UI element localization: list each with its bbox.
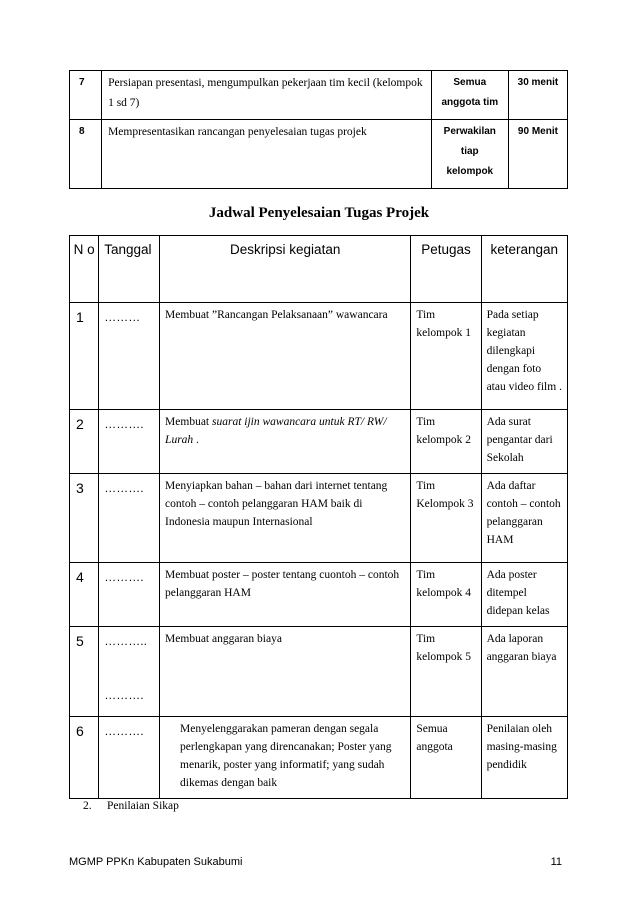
header-no: N o	[70, 236, 99, 303]
table-row	[70, 410, 568, 474]
row-number: 6	[70, 717, 99, 799]
schedule-table	[69, 235, 568, 799]
desc-prefix: Membuat	[165, 416, 212, 428]
row-description: Menyiapkan bahan – bahan dari internet tentang contoh – contoh pelanggaran HAM baik di Indonesia maupun Internasional	[160, 474, 411, 563]
activity-description: Persiapan presentasi, mengumpulkan pekerjaan tim kecil (kelompok 1 sd 7)	[102, 71, 432, 120]
row-assignee: Tim kelompok 4	[411, 563, 481, 627]
table-row	[70, 303, 568, 410]
row-remarks: Ada poster ditempel didepan kelas	[481, 563, 567, 627]
row-assignee: Semua anggota	[411, 717, 481, 799]
row-date-line: ……….	[104, 688, 144, 702]
section-heading	[83, 800, 179, 812]
activity-description: Mempresentasikan rancangan penyelesaian tugas projek	[102, 120, 432, 189]
section-number: 2.	[83, 800, 92, 812]
footer-organization: MGMP PPKn Kabupaten Sukabumi	[69, 856, 243, 868]
desc-suffix: .	[193, 434, 199, 446]
section-title: Penilaian Sikap	[107, 800, 179, 812]
row-remarks: Ada surat pengantar dari Sekolah	[481, 410, 567, 474]
row-number: 1	[70, 303, 99, 410]
row-description: Membuat poster – poster tentang cuontoh – contoh pelanggaran HAM	[160, 563, 411, 627]
row-date: ………	[99, 303, 160, 410]
row-assignee: Tim kelompok 5	[411, 627, 481, 717]
row-date: ……….	[99, 474, 160, 563]
row-assignee: Tim kelompok 2	[411, 410, 481, 474]
header-deskripsi: Deskripsi kegiatan	[160, 236, 411, 303]
row-number: 7	[70, 71, 102, 120]
row-description: Membuat ”Rancangan Pelaksanaan” wawancara	[160, 303, 411, 410]
row-number: 2	[70, 410, 99, 474]
row-description: Menyelenggarakan pameran dengan segala perlengkapan yang direncanakan; Poster yang menarik, poster yang informatif; yang sudah dikemas dengan baik	[160, 717, 411, 799]
table-header-row	[70, 236, 568, 303]
desc-italic: suarat ijin wawancara untuk RT/ RW/ Lurah	[165, 416, 387, 446]
assignee: Perwakilan tiap kelompok	[431, 120, 508, 189]
row-assignee: Tim kelompok 1	[411, 303, 481, 410]
row-remarks: Ada laporan anggaran biaya	[481, 627, 567, 717]
row-remarks: Ada daftar contoh – contoh pelanggaran HAM	[481, 474, 567, 563]
table-row	[70, 627, 568, 717]
row-date-line: ………..	[104, 634, 147, 648]
row-number: 4	[70, 563, 99, 627]
row-number: 3	[70, 474, 99, 563]
schedule-title: Jadwal Penyelesaian Tugas Projek	[208, 205, 430, 221]
row-remarks: Pada setiap kegiatan dilengkapi dengan foto atau video film .	[481, 303, 567, 410]
row-description: Membuat anggaran biaya	[160, 627, 411, 717]
row-date: ……….	[99, 717, 160, 799]
duration: 90 Menit	[508, 120, 567, 189]
row-date: ……….	[99, 410, 160, 474]
row-assignee: Tim Kelompok 3	[411, 474, 481, 563]
header-keterangan: keterangan	[481, 236, 567, 303]
page-number: 11	[550, 856, 562, 868]
duration: 30 menit	[508, 71, 567, 120]
assignee: Semua anggota tim	[431, 71, 508, 120]
table-row	[70, 563, 568, 627]
table-row	[70, 474, 568, 563]
header-tanggal: Tanggal	[99, 236, 160, 303]
table-row	[70, 120, 568, 189]
row-date	[99, 627, 160, 717]
table-row	[70, 717, 568, 799]
row-remarks: Penilaian oleh masing-masing pendidik	[481, 717, 567, 799]
row-number: 8	[70, 120, 102, 189]
row-date: ……….	[99, 563, 160, 627]
header-petugas: Petugas	[411, 236, 481, 303]
row-description	[160, 410, 411, 474]
table-row	[70, 71, 568, 120]
activity-table-continuation	[69, 70, 568, 189]
row-number: 5	[70, 627, 99, 717]
